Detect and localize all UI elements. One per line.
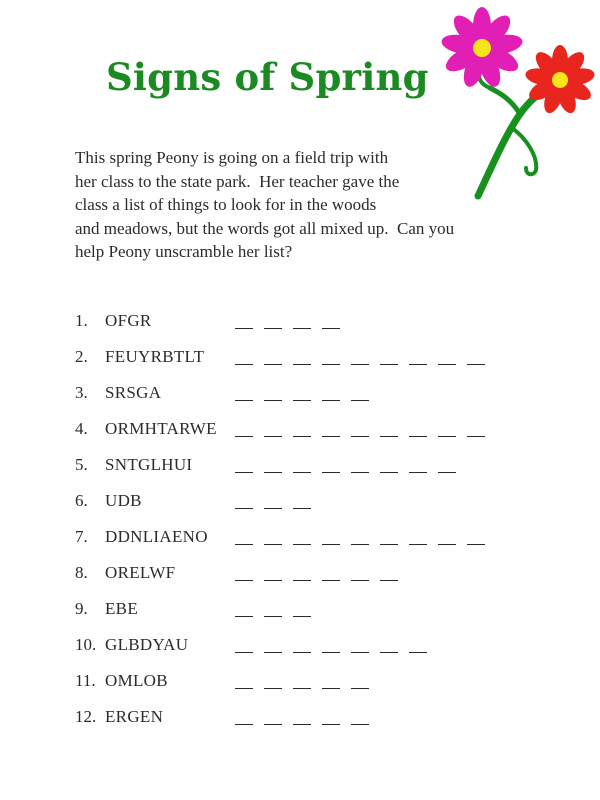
- letter-blank[interactable]: [293, 436, 311, 437]
- letter-blank[interactable]: [322, 652, 340, 653]
- letter-blank[interactable]: [380, 364, 398, 365]
- scrambled-word: OMLOB: [105, 671, 168, 690]
- item-number: 12.: [75, 707, 97, 726]
- letter-blank[interactable]: [351, 688, 369, 689]
- list-item: [75, 342, 515, 378]
- letter-blank[interactable]: [351, 436, 369, 437]
- letter-blank[interactable]: [293, 580, 311, 581]
- letter-blank[interactable]: [322, 328, 340, 329]
- item-number: 1.: [75, 311, 88, 330]
- letter-blank[interactable]: [293, 400, 311, 401]
- instructions-line: and meadows, but the words got all mixed up. Can you: [75, 218, 455, 238]
- letter-blank[interactable]: [264, 508, 282, 509]
- letter-blank[interactable]: [235, 508, 253, 509]
- list-item: [75, 558, 515, 594]
- scrambled-word: DDNLIAENO: [105, 527, 208, 546]
- letter-blank[interactable]: [351, 652, 369, 653]
- letter-blank[interactable]: [264, 652, 282, 653]
- letter-blank[interactable]: [235, 616, 253, 617]
- scrambled-word: SNTGLHUI: [105, 455, 193, 474]
- scrambled-word: UDB: [105, 491, 142, 510]
- item-number: 6.: [75, 491, 88, 510]
- instructions-paragraph: [75, 146, 545, 264]
- scrambled-word: EBE: [105, 599, 139, 618]
- letter-blank[interactable]: [235, 328, 253, 329]
- letter-blank[interactable]: [351, 580, 369, 581]
- item-number: 4.: [75, 419, 88, 438]
- letter-blank[interactable]: [322, 364, 340, 365]
- letter-blank[interactable]: [293, 328, 311, 329]
- letter-blank[interactable]: [438, 436, 456, 437]
- letter-blank[interactable]: [264, 580, 282, 581]
- item-number: 8.: [75, 563, 88, 582]
- letter-blank[interactable]: [351, 544, 369, 545]
- letter-blank[interactable]: [264, 544, 282, 545]
- letter-blank[interactable]: [264, 400, 282, 401]
- letter-blank[interactable]: [264, 688, 282, 689]
- scrambled-word: ORELWF: [105, 563, 176, 582]
- page-title: Signs of Spring: [106, 55, 429, 99]
- item-number: 2.: [75, 347, 88, 366]
- letter-blank[interactable]: [293, 652, 311, 653]
- letter-blank[interactable]: [322, 724, 340, 725]
- letter-blank[interactable]: [380, 436, 398, 437]
- letter-blank[interactable]: [351, 400, 369, 401]
- scrambled-word: ERGEN: [105, 707, 164, 726]
- letter-blank[interactable]: [467, 544, 485, 545]
- letter-blank[interactable]: [264, 724, 282, 725]
- item-number: 3.: [75, 383, 88, 402]
- letter-blank[interactable]: [264, 328, 282, 329]
- letter-blank[interactable]: [293, 688, 311, 689]
- list-item: [75, 306, 515, 342]
- instructions-line: class a list of things to look for in the woods: [75, 195, 377, 214]
- letter-blank[interactable]: [438, 364, 456, 365]
- scrambled-word: GLBDYAU: [105, 635, 189, 654]
- instructions-line: her class to the state park. Her teacher gave the: [75, 171, 400, 191]
- scrambled-word-list: [75, 306, 515, 738]
- letter-blank[interactable]: [322, 544, 340, 545]
- letter-blank[interactable]: [293, 364, 311, 365]
- letter-blank[interactable]: [264, 364, 282, 365]
- scrambled-word: FEUYRBTLT: [105, 347, 205, 366]
- letter-blank[interactable]: [235, 400, 253, 401]
- letter-blank[interactable]: [264, 436, 282, 437]
- letter-blank[interactable]: [264, 616, 282, 617]
- letter-blank[interactable]: [235, 652, 253, 653]
- pink-flower: [440, 7, 524, 90]
- letter-blank[interactable]: [409, 652, 427, 653]
- letter-blank[interactable]: [467, 436, 485, 437]
- letter-blank[interactable]: [293, 724, 311, 725]
- list-item: [75, 414, 515, 450]
- letter-blank[interactable]: [351, 472, 369, 473]
- list-item: [75, 378, 515, 414]
- red-flower: [524, 45, 596, 116]
- letter-blank[interactable]: [235, 688, 253, 689]
- letter-blank[interactable]: [380, 472, 398, 473]
- list-item: [75, 630, 515, 666]
- instructions-line: This spring Peony is going on a field trip with: [75, 148, 389, 167]
- letter-blank[interactable]: [351, 364, 369, 365]
- letter-blank[interactable]: [322, 580, 340, 581]
- letter-blank[interactable]: [235, 472, 253, 473]
- letter-blank[interactable]: [293, 508, 311, 509]
- item-number: 11.: [75, 671, 96, 690]
- letter-blank[interactable]: [264, 472, 282, 473]
- letter-blank[interactable]: [322, 688, 340, 689]
- letter-blank[interactable]: [409, 472, 427, 473]
- letter-blank[interactable]: [293, 544, 311, 545]
- list-item: [75, 522, 515, 558]
- letter-blank[interactable]: [380, 544, 398, 545]
- item-number: 9.: [75, 599, 88, 618]
- letter-blank[interactable]: [293, 472, 311, 473]
- letter-blank[interactable]: [351, 724, 369, 725]
- letter-blank[interactable]: [409, 544, 427, 545]
- letter-blank[interactable]: [380, 580, 398, 581]
- list-item: [75, 666, 515, 702]
- letter-blank[interactable]: [438, 544, 456, 545]
- letter-blank[interactable]: [322, 472, 340, 473]
- letter-blank[interactable]: [235, 724, 253, 725]
- list-item: [75, 594, 515, 630]
- list-item: [75, 486, 515, 522]
- letter-blank[interactable]: [380, 652, 398, 653]
- scrambled-word: OFGR: [105, 311, 152, 330]
- letter-blank[interactable]: [409, 436, 427, 437]
- list-item: [75, 450, 515, 486]
- letter-blank[interactable]: [293, 616, 311, 617]
- letter-blank[interactable]: [235, 544, 253, 545]
- item-number: 10.: [75, 635, 97, 654]
- letter-blank[interactable]: [235, 580, 253, 581]
- letter-blank[interactable]: [235, 364, 253, 365]
- letter-blank[interactable]: [322, 436, 340, 437]
- scrambled-word: ORMHTARWE: [105, 419, 217, 438]
- letter-blank[interactable]: [235, 436, 253, 437]
- item-number: 7.: [75, 527, 88, 546]
- list-item: [75, 702, 515, 738]
- letter-blank[interactable]: [409, 364, 427, 365]
- letter-blank[interactable]: [322, 400, 340, 401]
- letter-blank[interactable]: [467, 364, 485, 365]
- item-number: 5.: [75, 455, 88, 474]
- scrambled-word: SRSGA: [105, 383, 162, 402]
- instructions-line: help Peony unscramble her list?: [75, 242, 293, 261]
- letter-blank[interactable]: [438, 472, 456, 473]
